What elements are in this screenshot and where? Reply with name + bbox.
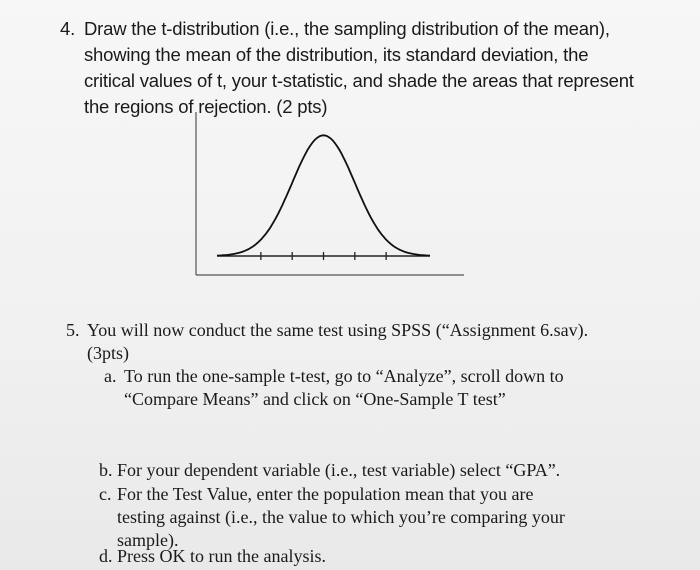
q5b-marker: b. — [99, 460, 113, 480]
q4-line-4: the regions of rejection. (2 pts) — [84, 96, 328, 117]
q5c-line-1: For the Test Value, enter the population mean that you are — [117, 484, 534, 504]
q5c-line-2: testing against (i.e., the value to which you’re comparing your — [117, 507, 565, 527]
q5a-line-2: “Compare Means” and click on “One-Sample T test” — [124, 389, 506, 409]
q5b-line-1: For your dependent variable (i.e., test variable) select “GPA”. — [117, 460, 561, 480]
q5d-line-1: Press OK to run the analysis. — [117, 546, 326, 566]
q5c-marker: c. — [99, 484, 112, 504]
q5-intro-line-2: (3pts) — [87, 343, 129, 363]
q5-number: 5. — [66, 320, 80, 340]
q5a-marker: a. — [104, 366, 117, 386]
q5c-line-3: sample). — [117, 530, 179, 550]
q4-number: 4. — [60, 18, 76, 39]
q4-line-3: critical values of t, your t-statistic, and shade the areas that represent — [84, 70, 634, 91]
q5-intro-line-1: You will now conduct the same test using SPSS (“Assignment 6.sav). — [87, 320, 589, 340]
distribution-curve — [217, 135, 430, 255]
q4-line-2: showing the mean of the distribution, its standard deviation, the — [84, 44, 589, 65]
q4-line-1: Draw the t-distribution (i.e., the sampling distribution of the mean), — [84, 18, 610, 39]
q5a-line-1: To run the one-sample t-test, go to “Analyze”, scroll down to — [124, 366, 564, 386]
q5d-marker: d. — [99, 546, 113, 566]
